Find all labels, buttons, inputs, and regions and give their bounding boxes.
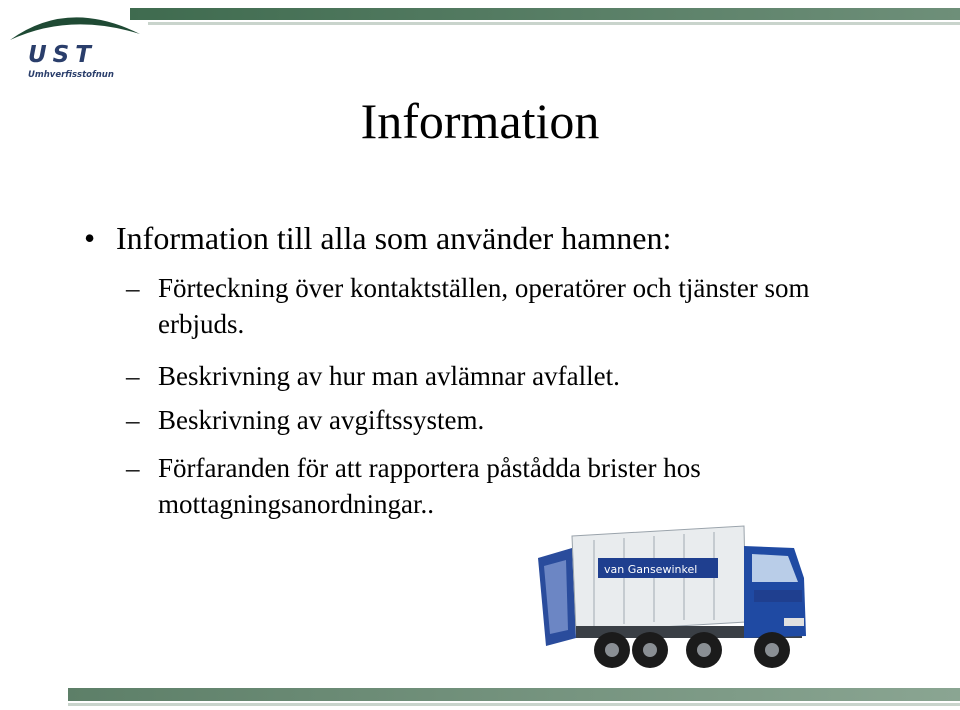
dash-marker: – <box>126 361 140 391</box>
dash-marker: – <box>126 405 140 435</box>
bottom-decor-line <box>68 703 960 706</box>
slide-title: Information <box>360 93 600 149</box>
bullet-marker: • <box>84 220 96 256</box>
sub-item-text: Beskrivning av avgiftssystem. <box>158 405 485 435</box>
dash-marker: – <box>126 273 140 303</box>
top-decor-line <box>148 22 960 25</box>
sub-item-text: Förfaranden för att rapportera påstådda brister hos mottagningsanordningar.. <box>158 453 701 519</box>
top-decor-bar <box>130 8 960 20</box>
dash-marker: – <box>126 453 140 483</box>
sub-item-text: Förteckning över kontaktställen, operatörer och tjänster som erbjuds. <box>158 273 810 339</box>
sub-item-text: Beskrivning av hur man avlämnar avfallet. <box>158 361 620 391</box>
main-bullet: Information till alla som använder hamnen: <box>116 220 672 256</box>
garbage-truck-icon <box>532 518 812 680</box>
logo-subtitle: Umhverfisstofnun <box>28 70 114 80</box>
bottom-decor-bar <box>68 688 960 701</box>
truck-brand-text: van Gansewinkel <box>604 563 698 576</box>
logo-text: UST <box>28 42 97 68</box>
